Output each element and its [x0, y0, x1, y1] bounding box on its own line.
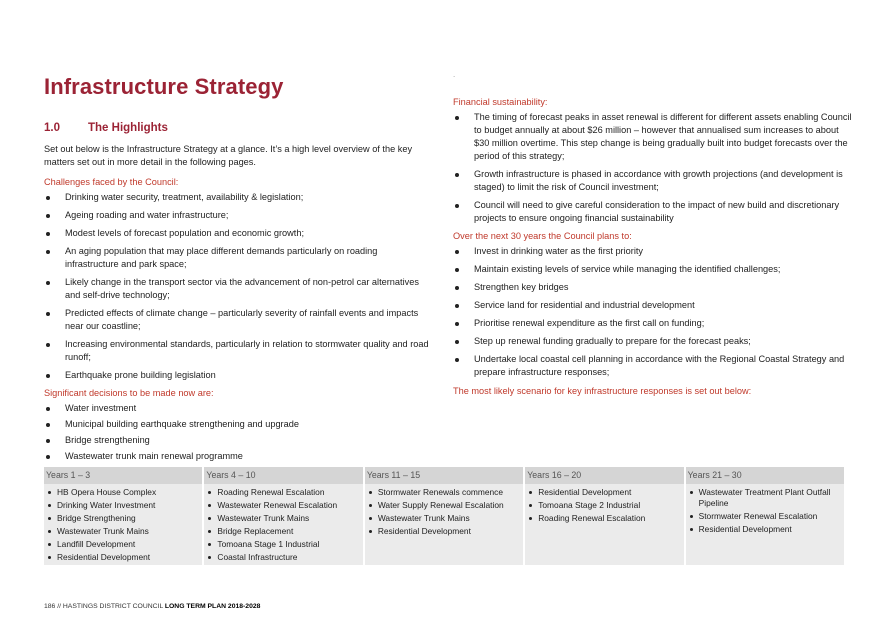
decisions-heading: Significant decisions to be made now are:: [44, 388, 214, 398]
list-item: Predicted effects of climate change – particularly severity of rainfall events and impacts near our coastline;: [44, 307, 430, 333]
timeline-item-list: [686, 484, 844, 535]
timeline-column: [204, 467, 364, 565]
timeline-column: [44, 467, 204, 565]
timeline-item: Wastewater Trunk Mains: [368, 513, 519, 524]
timeline-item: Tomoana Stage 2 Industrial: [528, 500, 679, 511]
timeline-item-list: [525, 484, 683, 524]
list-item: Strengthen key bridges: [453, 281, 853, 294]
list-item: Water investment: [44, 402, 430, 415]
timeline-period-header: Years 4 – 10: [204, 467, 362, 484]
timeline-period-header: Years 11 – 15: [365, 467, 523, 484]
list-item: Drinking water security, treatment, availability & legislation;: [44, 191, 430, 204]
list-item: Step up renewal funding gradually to prepare for the forecast peaks;: [453, 335, 853, 348]
timeline-item: Roading Renewal Escalation: [207, 487, 358, 498]
list-item: Prioritise renewal expenditure as the first call on funding;: [453, 317, 853, 330]
challenges-list: [44, 191, 430, 382]
timeline-item: Wastewater Treatment Plant Outfall Pipeline: [689, 487, 840, 509]
plans-heading: Over the next 30 years the Council plans to:: [453, 231, 632, 241]
list-item: Bridge strengthening: [44, 434, 430, 447]
list-item: Ageing roading and water infrastructure;: [44, 209, 430, 222]
right-column: [453, 96, 853, 398]
footer-page-label: 186 // HASTINGS DISTRICT COUNCIL: [44, 603, 165, 610]
page-title: Infrastructure Strategy: [44, 74, 284, 99]
list-item: Earthquake prone building legislation: [44, 369, 430, 382]
challenges-heading: Challenges faced by the Council:: [44, 177, 179, 187]
financial-list: [453, 111, 853, 225]
timeline-item: Stormwater Renewals commence: [368, 487, 519, 498]
list-item: Wastewater trunk main renewal programme: [44, 450, 430, 463]
list-item: An aging population that may place different demands particularly on roading infrastructure and park space;: [44, 245, 430, 271]
timeline-item-list: [204, 484, 362, 563]
timeline-item: Stormwater Renewal Escalation: [689, 511, 840, 522]
list-item: Council will need to give careful consideration to the impact of new build and discretionary projects to ensure ongoing financial sustainability: [453, 199, 853, 225]
timeline-period-header: Years 16 – 20: [525, 467, 683, 484]
footer-plan-title: LONG TERM PLAN 2018-2028: [164, 603, 261, 610]
timeline-item: Residential Development: [528, 487, 679, 498]
left-column: [44, 143, 430, 467]
timeline-item: Wastewater Trunk Mains: [47, 526, 198, 537]
timeline-item: Coastal Infrastructure: [207, 552, 358, 563]
plans-list: [453, 245, 853, 379]
timeline-column: [686, 467, 844, 565]
list-item: Municipal building earthquake strengthening and upgrade: [44, 418, 430, 431]
timeline-item: Residential Development: [47, 552, 198, 563]
list-item: Increasing environmental standards, particularly in relation to stormwater quality and road runoff;: [44, 338, 430, 364]
list-item: Likely change in the transport sector via the advancement of non-petrol car alternatives and self-drive technology;: [44, 276, 430, 302]
timeline-item-list: [365, 484, 523, 537]
section-number: 1.0: [44, 122, 60, 134]
list-item: Modest levels of forecast population and economic growth;: [44, 227, 430, 240]
timeline-item-list: [44, 484, 202, 563]
timeline-column: [525, 467, 685, 565]
section-title: The Highlights: [88, 122, 168, 134]
timeline-period-header: Years 1 – 3: [44, 467, 202, 484]
timeline-item: Water Supply Renewal Escalation: [368, 500, 519, 511]
list-item: Service land for residential and industrial development: [453, 299, 853, 312]
list-item: Maintain existing levels of service while managing the identified challenges;: [453, 263, 853, 276]
list-item: Undertake local coastal cell planning in accordance with the Regional Coastal Strategy and prepare infrastructure responses;: [453, 353, 853, 379]
timeline-item: Bridge Strengthening: [47, 513, 198, 524]
timeline-item: Drinking Water Investment: [47, 500, 198, 511]
timeline-column: [365, 467, 525, 565]
scenario-note: The most likely scenario for key infrastructure responses is set out below:: [453, 386, 752, 396]
timeline-item: Tomoana Stage 1 Industrial: [207, 539, 358, 550]
list-item: Invest in drinking water as the first priority: [453, 245, 853, 258]
section-heading: [44, 122, 168, 134]
timeline-item: HB Opera House Complex: [47, 487, 198, 498]
financial-heading: Financial sustainability:: [453, 97, 548, 107]
timeline-item: Wastewater Trunk Mains: [207, 513, 358, 524]
timeline-item: Landfill Development: [47, 539, 198, 550]
page-footer: [44, 603, 260, 610]
timeline-item: Residential Development: [368, 526, 519, 537]
infrastructure-timeline-table: [44, 467, 844, 565]
stray-dot-mark: .: [453, 70, 456, 79]
timeline-item: Roading Renewal Escalation: [528, 513, 679, 524]
timeline-period-header: Years 21 – 30: [686, 467, 844, 484]
list-item: The timing of forecast peaks in asset renewal is different for different assets enabling Council to budget annually at about $26 million – however that annualised sum increases to about $30 million overtime. This step change is being gradually built into budget forecasts over the period of this strategy;: [453, 111, 853, 163]
list-item: Growth infrastructure is phased in accordance with growth projections (and development is staged) to limit the risk of Council investment;: [453, 168, 853, 194]
decisions-list: [44, 402, 430, 463]
intro-paragraph: Set out below is the Infrastructure Strategy at a glance. It’s a high level overview of the key matters set out in more detail in the following pages.: [44, 144, 413, 167]
timeline-item: Wastewater Renewal Escalation: [207, 500, 358, 511]
timeline-item: Bridge Replacement: [207, 526, 358, 537]
timeline-item: Residential Development: [689, 524, 840, 535]
